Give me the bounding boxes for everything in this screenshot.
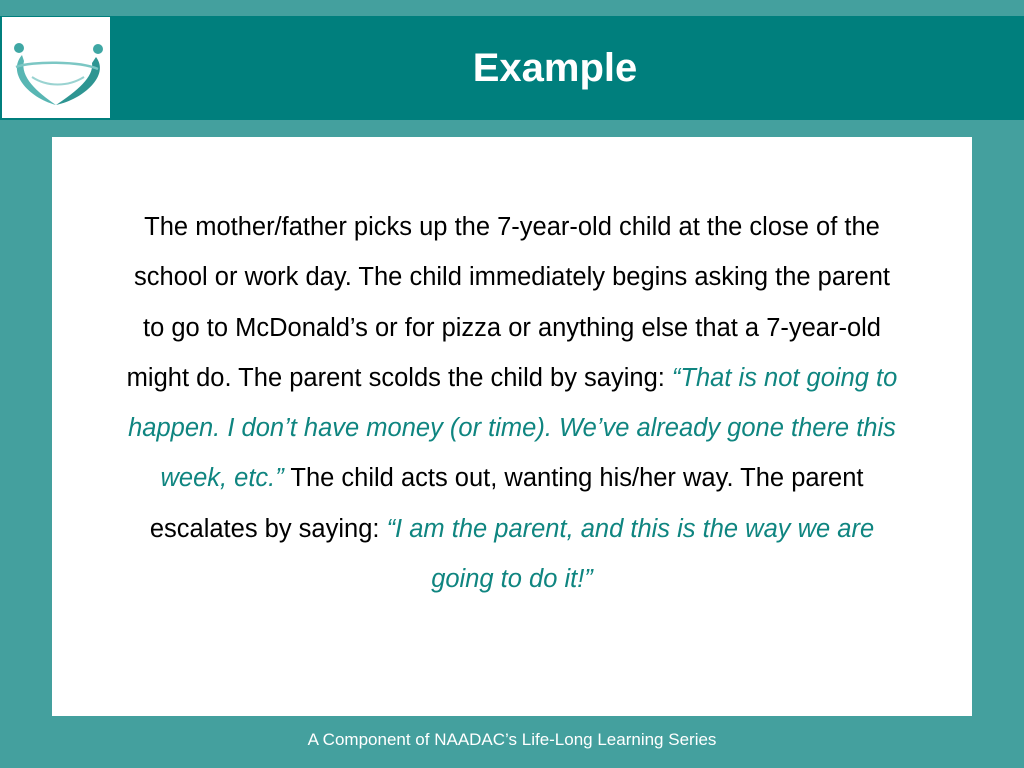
- page-title: Example: [472, 46, 638, 90]
- quote-2: “I am the parent, and this is the way we are going to do it!”: [386, 514, 875, 594]
- intro-text: The mother/father picks up the 7-year-old child at the close of the school or work day. The child immediately begins asking the parent to go to McDonald’s or for pizza or anything else that a 7-year-old might do. The parent scolds the child by saying:: [126, 213, 890, 392]
- heart-figures-icon: [2, 17, 110, 118]
- quote-1: “That is not going to happen. I don’t have money (or time). We’ve already gone there this week, etc.”: [128, 363, 898, 493]
- content-box: [52, 137, 972, 716]
- footer-text: A Component of NAADAC’s Life-Long Learning Series: [307, 730, 717, 749]
- middle-text: The child acts out, wanting his/her way. The parent escalates by saying:: [149, 464, 864, 543]
- example-paragraph: [122, 202, 902, 604]
- logo: [2, 17, 110, 118]
